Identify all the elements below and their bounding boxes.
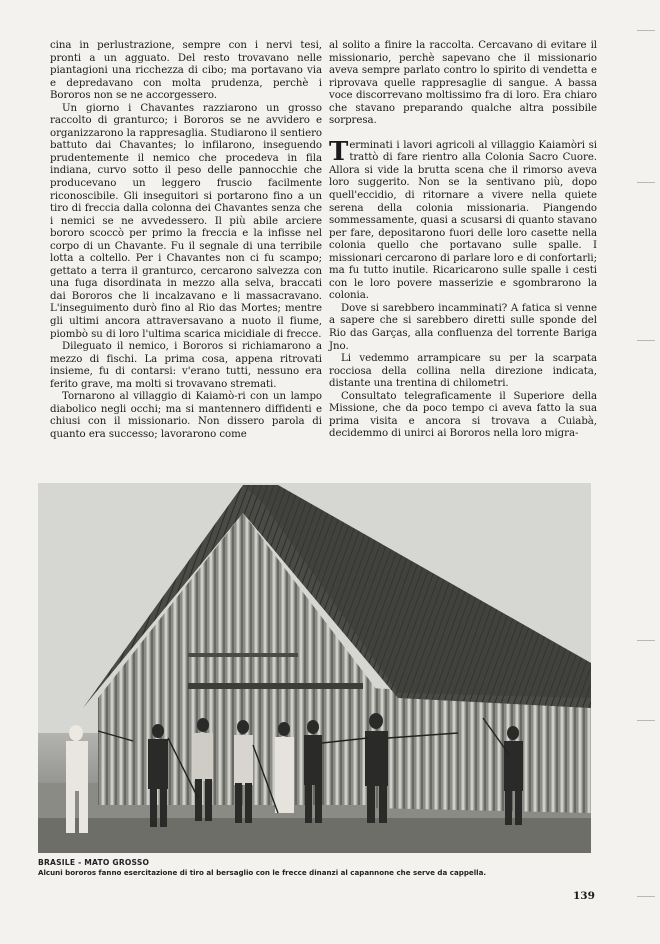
caption-description: Alcuni bororos fanno esercitazione di tiro al bersaglio con le frecce dinanzi al capannone che serve da cappella.	[38, 868, 487, 877]
margin-mark	[637, 30, 655, 31]
thatched-hut-illustration	[38, 483, 591, 853]
section-start-text: erminati i lavori agricoli al villaggio Kaiamòri si trattò di fare rientro alla Colonia Sacro Cuore. Allora si vide la brutta scena che il rimorso aveva loro suggerito. Non se la sentivano più, dopo quell'eccidio, di ritornare a vivere nella quiete serena della colonia missionaria. Piangendo sommessamente, quasi a scusarsi di quanto stavano per fare, depositarono fuori delle loro casette nella colonia quello che portavano sulle spalle. I missionari cercarono di parlare loro e di confortarli; ma fu tutto inutile. Ricaricarono sulle spalle i cesti con le loro povere masserizie e sgombrarono la colonia.	[329, 139, 597, 302]
margin-mark	[637, 720, 655, 721]
page-number: 139	[573, 890, 595, 902]
right-paragraph-4: Consultato telegraficamente il Superiore della Missione, che da poco tempo ci aveva fatto la sua prima visita e ancora si trovava a Cuiabà, decidemmo di unirci ai Bororos nella loro migra-	[329, 390, 597, 440]
margin-mark	[637, 340, 655, 341]
right-paragraph-3: Li vedemmo arrampicare su per la scarpata rocciosa della collina nella direzione indicata, distante una trentina di chilometri.	[329, 353, 597, 390]
margin-mark	[637, 182, 655, 183]
right-paragraph-2: Dove si sarebbero incamminati? A fatica si venne a sapere che si sarebbero diretti sulle sponde del Rio das Garças, alla confluenza del torrente Bariga Jno.	[329, 302, 597, 352]
left-paragraph-1: cina in perlustrazione, sempre con i nervi tesi, pronti a un agguato. Del resto trovavano nelle piantagioni una ricchezza di cibo; ma portavano via e depredavano con molta prudenza, perchè i Bororos non se ne accorgessero.	[50, 40, 322, 102]
right-text-column	[329, 40, 597, 441]
right-paragraph-intro: al solito a finire la raccolta. Cercavano di evitare il missionario, perchè sapevano che il missionario aveva sempre parlato contro lo spirito di vendetta e riprovava quelle rappresaglie di sangue. A bassa voce discorrevano moltissimo fra di loro. Era chiaro che stavano preparando qualche altra possibile sorpresa.	[329, 40, 597, 127]
margin-mark	[637, 640, 655, 641]
left-paragraph-4: Tornarono al villaggio di Kaiamò-ri con un lampo diabolico negli occhi; ma si mantennero diffidenti e chiusi con il missionario. Non dissero parola di quanto era successo; lavorarono come	[50, 391, 322, 440]
left-paragraph-3: Dileguato il nemico, i Bororos si richiamarono a mezzo di fischi. La prima cosa, appena ritrovati insieme, fu di contarsi: v'erano tutti, nessuno era ferito grave, ma molti si trovavano stremati.	[50, 341, 322, 390]
margin-mark	[637, 896, 655, 897]
left-text-column	[50, 40, 322, 442]
photo-caption	[38, 858, 598, 878]
left-paragraph-2: Un giorno i Chavantes razziarono un grosso raccolto di granturco; i Bororos se ne avvidero e organizzarono la rappresaglia. Studiarono il sentiero battuto dai Chavantes; lo infilarono, inseguendo prudentemente il nemico che procedeva in fila indiana, curvo sotto il peso delle pannocchie che producevano un leggero fruscio facilmente riconoscibile. Gli inseguitori si portarono fino a un tiro di freccia dalla colonna dei Chavantes senza che i nemici se ne avvedessero. Il più abile arciere bororo scoccò per primo la freccia e la infisse nel corpo di un Chavante. Fu il segnale di una terribile lotta a coltello. Per i Chavantes non ci fu scampo; gettato a terra il granturco, cercarono salvezza con una fuga disordinata in mezzo alla selva, braccati dai Bororos che li incalzavano e li massacravano. L'inseguimento durò fino al Rio das Mortes; mentre gli ultimi ancora attraversavano a nuoto il fiume, piombò su di loro l'ultima scarica micidiale di frecce.	[50, 102, 322, 340]
drop-cap: T	[329, 136, 349, 167]
caption-title: BRASILE - MATO GROSSO	[38, 858, 150, 867]
section-start-paragraph	[329, 136, 597, 303]
hut-photograph	[38, 483, 591, 853]
